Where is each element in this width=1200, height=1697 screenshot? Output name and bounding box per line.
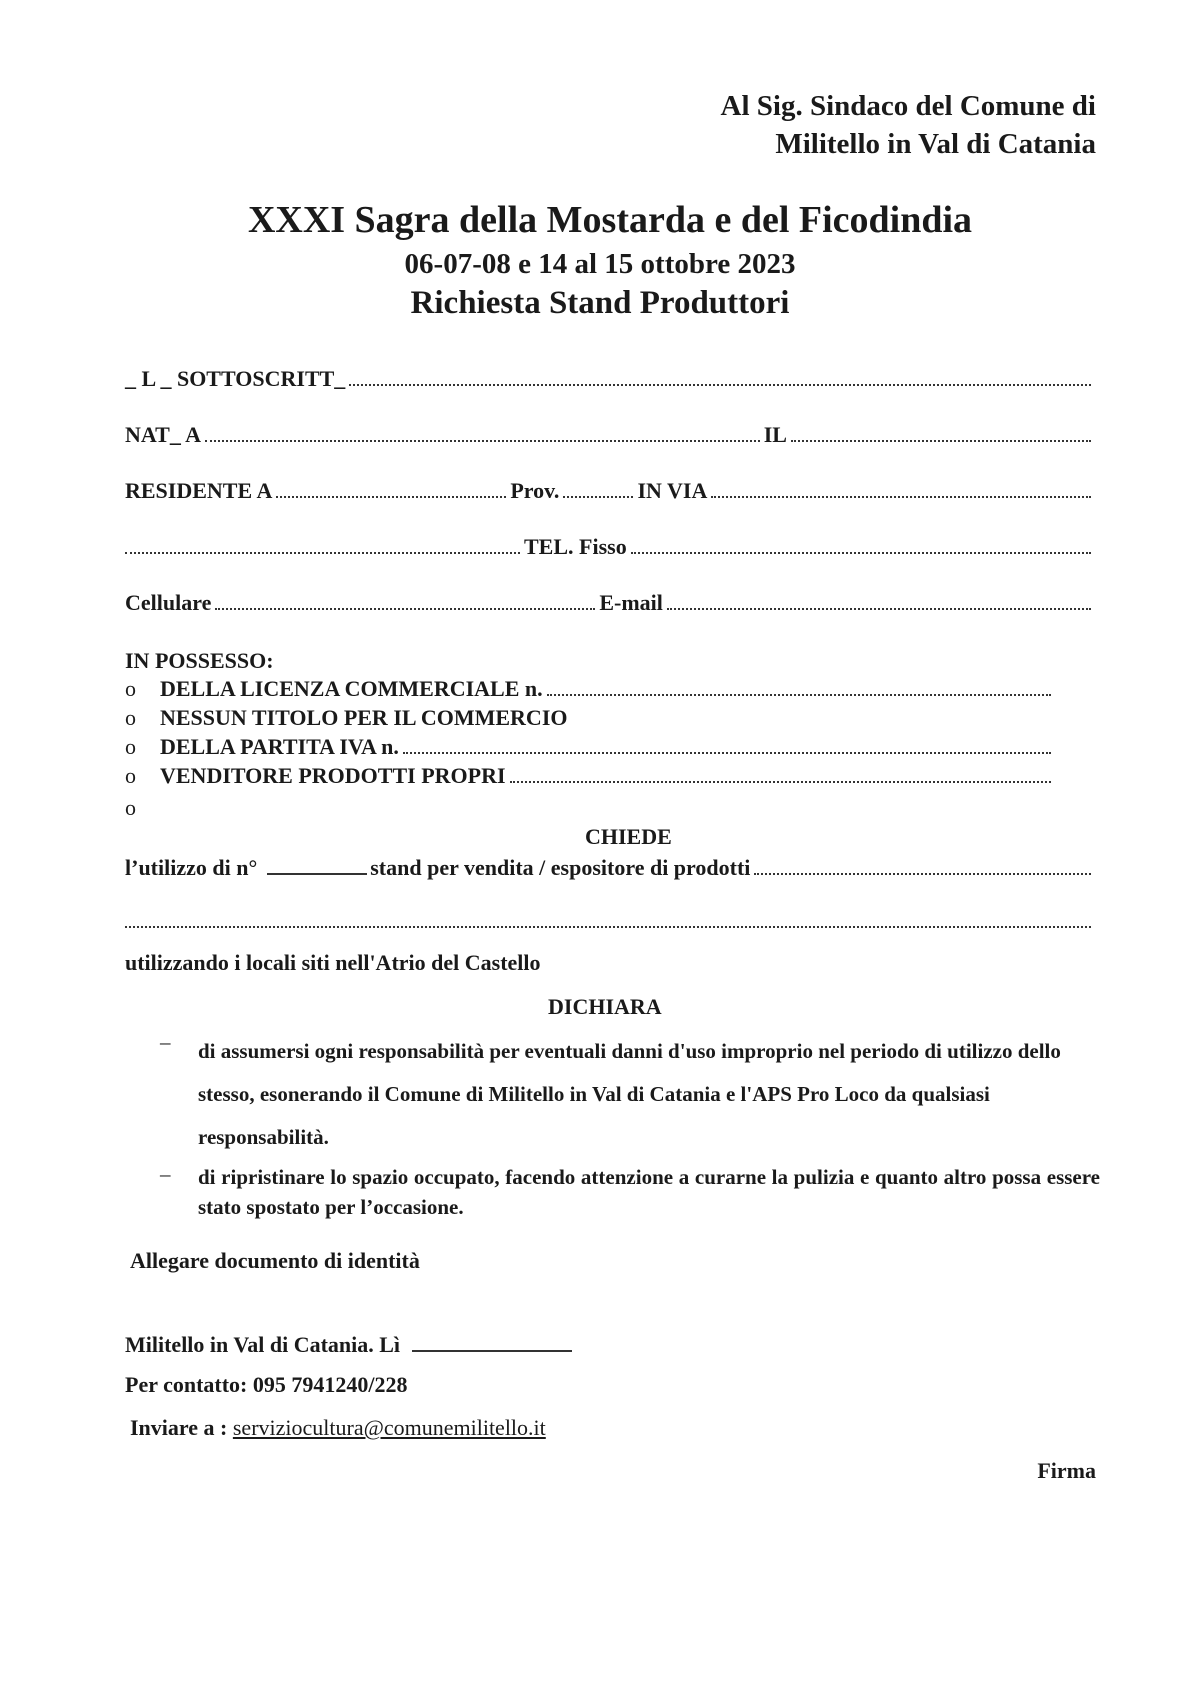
fill-line[interactable] bbox=[754, 855, 1091, 875]
field-luogo-data[interactable] bbox=[125, 1330, 575, 1358]
fill-line[interactable] bbox=[125, 908, 1091, 928]
dichiara-item-text: di ripristinare lo spazio occupato, facendo attenzione a curarne la pulizia e quanto altro possa essere stato spostato per l’occasione. bbox=[198, 1165, 1100, 1219]
fill-line[interactable] bbox=[125, 534, 520, 554]
inviare-label: Inviare a : bbox=[130, 1415, 228, 1440]
dichiara-item bbox=[160, 1162, 1100, 1222]
dichiara-item bbox=[160, 1030, 1100, 1159]
field-residenza[interactable] bbox=[125, 478, 1095, 508]
option-label: NESSUN TITOLO PER IL COMMERCIO bbox=[160, 705, 568, 730]
checkbox-bullet[interactable]: o bbox=[125, 676, 136, 701]
fill-line[interactable] bbox=[631, 534, 1091, 554]
contatto-text: Per contatto: 095 7941240/228 bbox=[125, 1372, 408, 1397]
firma-label: Firma bbox=[1037, 1458, 1096, 1483]
email-link[interactable]: serviziocultura@comunemilitello.it bbox=[232, 1415, 546, 1440]
field-sottoscritto[interactable] bbox=[125, 366, 1095, 396]
stand-count-blank[interactable] bbox=[267, 853, 367, 875]
label-utilizzo: l’utilizzo di n° bbox=[125, 855, 258, 880]
dichiara-item-text: di assumersi ogni responsabilità per eventuali danni d'uso improprio nel periodo di utilizzo dello stesso, esonerando il Comune di Militello in Val di Catania e l'APS Pro Loco da qualsiasi responsabilità. bbox=[198, 1039, 1061, 1149]
label-tel-fisso: TEL. Fisso bbox=[524, 534, 627, 559]
option-nessun-titolo[interactable] bbox=[125, 705, 1055, 735]
field-telefono[interactable] bbox=[125, 534, 1095, 564]
field-prodotti-cont[interactable] bbox=[125, 908, 1095, 938]
checkbox-bullet[interactable]: o bbox=[125, 763, 136, 788]
label-sottoscritto: _ L _ SOTTOSCRITT_ bbox=[125, 366, 346, 391]
label-residente: RESIDENTE A bbox=[125, 478, 273, 503]
locali-text: utilizzando i locali siti nell'Atrio del Castello bbox=[125, 950, 541, 975]
fill-line[interactable] bbox=[349, 366, 1091, 386]
fill-line[interactable] bbox=[403, 734, 1051, 754]
label-in-via: IN VIA bbox=[637, 478, 708, 503]
label-stand: stand per vendita / espositore di prodotti bbox=[370, 855, 751, 880]
fill-line[interactable] bbox=[563, 478, 633, 498]
fill-line[interactable] bbox=[215, 590, 595, 610]
fill-line[interactable] bbox=[667, 590, 1091, 610]
field-contatti[interactable] bbox=[125, 590, 1095, 620]
checkbox-bullet[interactable]: o bbox=[125, 795, 136, 820]
allegare-text: Allegare documento di identità bbox=[130, 1248, 420, 1273]
option-label: VENDITORE PRODOTTI PROPRI bbox=[160, 763, 506, 788]
fill-line[interactable] bbox=[510, 763, 1051, 783]
event-dates: 06-07-08 e 14 al 15 ottobre 2023 bbox=[404, 248, 796, 280]
possesso-heading: IN POSSESSO: bbox=[125, 648, 274, 673]
dash-bullet: – bbox=[160, 1030, 171, 1054]
label-nato-a: NAT_ A bbox=[125, 422, 201, 447]
option-empty[interactable] bbox=[125, 795, 1055, 825]
fill-line[interactable] bbox=[276, 478, 506, 498]
chiede-heading: CHIEDE bbox=[585, 824, 672, 849]
document-title: XXXI Sagra della Mostarda e del Ficodindia bbox=[247, 199, 973, 241]
dash-bullet: – bbox=[160, 1162, 171, 1186]
label-il: IL bbox=[763, 422, 787, 447]
document-subtitle: Richiesta Stand Produttori bbox=[410, 285, 790, 321]
option-partita-iva[interactable] bbox=[125, 734, 1055, 764]
option-label: DELLA PARTITA IVA n. bbox=[160, 734, 399, 759]
label-cellulare: Cellulare bbox=[125, 590, 212, 615]
fill-line[interactable] bbox=[791, 422, 1091, 442]
label-email: E-mail bbox=[599, 590, 663, 615]
fill-line[interactable] bbox=[711, 478, 1091, 498]
addressee-line-2: Militello in Val di Catania bbox=[775, 128, 1096, 160]
label-prov: Prov. bbox=[510, 478, 560, 503]
label-luogo: Militello in Val di Catania. Lì bbox=[125, 1332, 401, 1357]
checkbox-bullet[interactable]: o bbox=[125, 734, 136, 759]
option-label: DELLA LICENZA COMMERCIALE n. bbox=[160, 676, 543, 701]
inviare-line bbox=[130, 1415, 546, 1441]
option-venditore[interactable] bbox=[125, 763, 1055, 793]
dichiara-heading: DICHIARA bbox=[548, 994, 662, 1019]
date-blank[interactable] bbox=[412, 1330, 572, 1352]
addressee-line-1: Al Sig. Sindaco del Comune di bbox=[720, 90, 1096, 122]
checkbox-bullet[interactable]: o bbox=[125, 705, 136, 730]
fill-line[interactable] bbox=[547, 676, 1051, 696]
field-nascita[interactable] bbox=[125, 422, 1095, 452]
fill-line[interactable] bbox=[205, 422, 760, 442]
field-stand[interactable] bbox=[125, 853, 1095, 883]
option-licenza[interactable] bbox=[125, 676, 1055, 706]
